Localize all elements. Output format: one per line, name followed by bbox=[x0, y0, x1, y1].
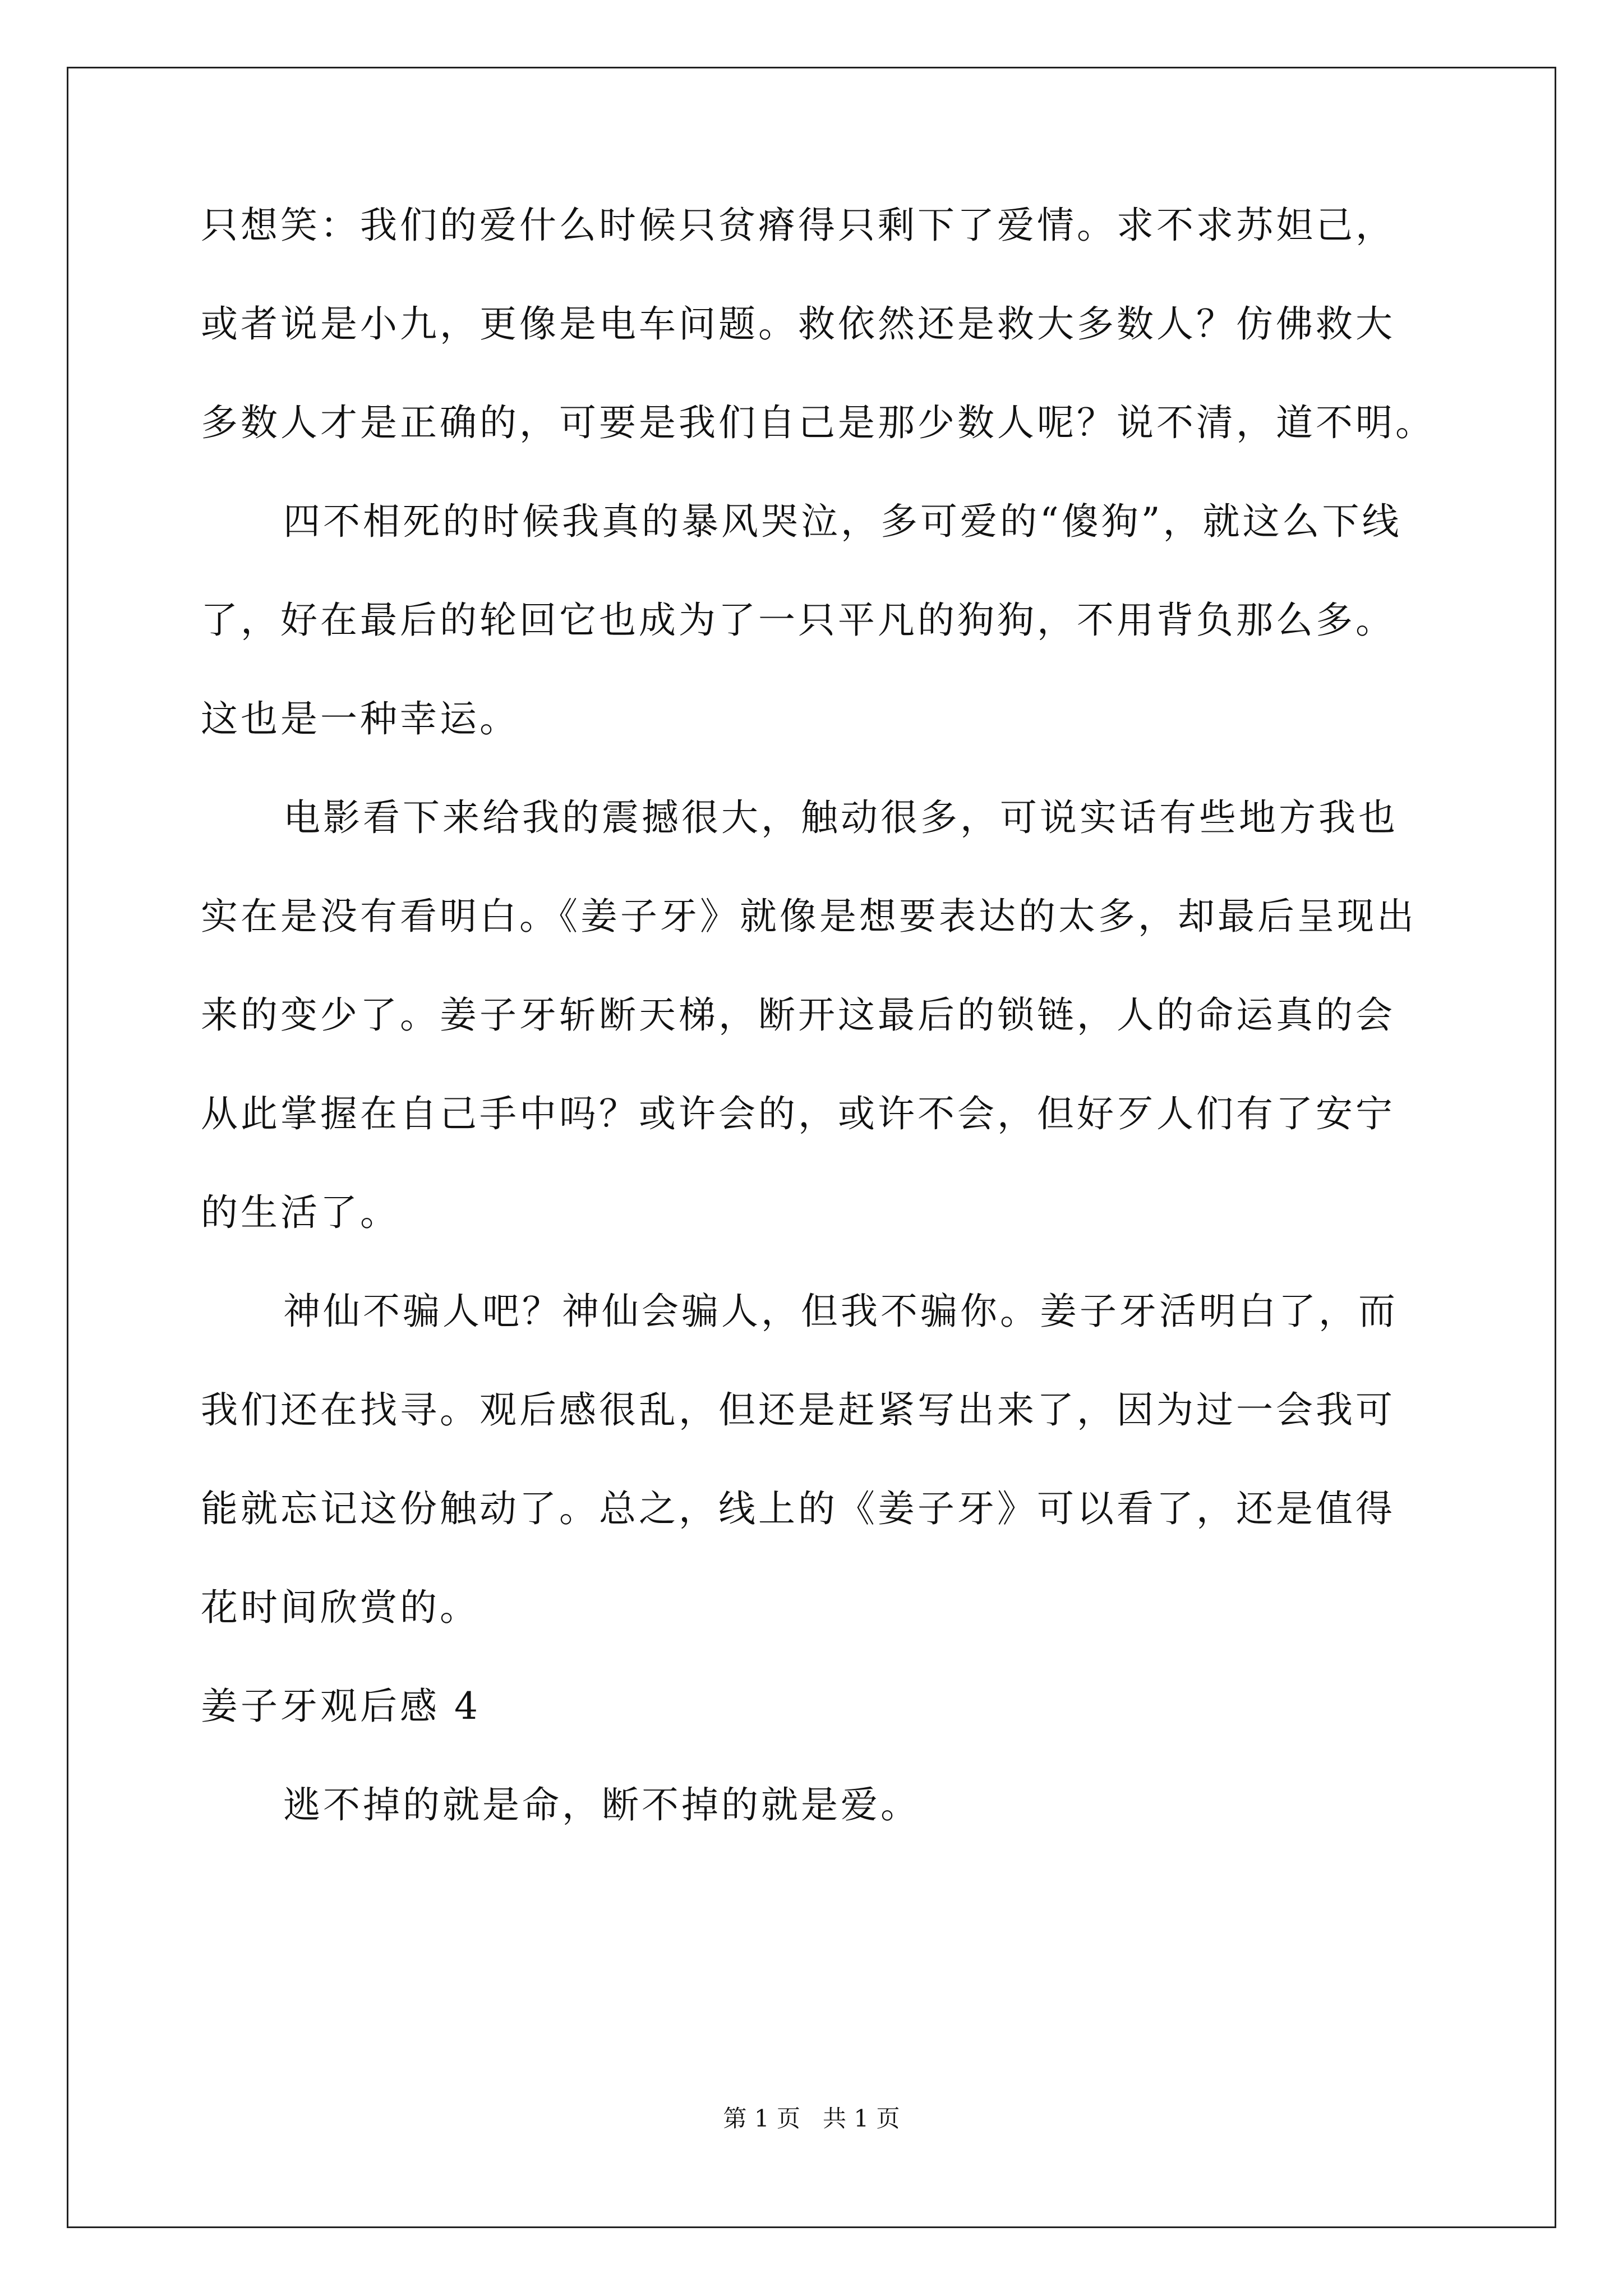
paragraph-first-line: 电影看下来给我的震撼很大，触动很多，可说实话有些地方我也 bbox=[283, 796, 1398, 839]
paragraph-first-line: 神仙不骗人吧？神仙会骗人，但我不骗你。姜子牙活明白了，而 bbox=[283, 1290, 1398, 1333]
text-line: 多数人才是正确的，可要是我们自己是那少数人呢？说不清，道不明。 bbox=[201, 401, 1435, 444]
text-line: 我们还在找寻。观后感很乱，但还是赶紧写出来了，因为过一会我可 bbox=[201, 1388, 1395, 1432]
text-line: 实在是没有看明白。《姜子牙》就像是想要表达的太多，却最后呈现出 bbox=[201, 895, 1417, 938]
paragraph-first-line: 四不相死的时候我真的暴风哭泣，多可爱的“傻狗”，就这么下线 bbox=[283, 500, 1402, 543]
text-line: 能就忘记这份触动了。总之，线上的《姜子牙》可以看了，还是值得 bbox=[201, 1487, 1395, 1530]
text-line: 的生活了。 bbox=[201, 1191, 400, 1234]
text-line: 或者说是小九，更像是电车问题。救依然还是救大多数人？仿佛救大 bbox=[201, 302, 1395, 346]
text-line: 了，好在最后的轮回它也成为了一只平凡的狗狗，不用背负那么多。 bbox=[201, 599, 1395, 642]
text-line: 花时间欣赏的。 bbox=[201, 1586, 479, 1629]
text-line: 来的变少了。姜子牙斩断天梯，断开这最后的锁链，人的命运真的会 bbox=[201, 993, 1395, 1037]
text-line: 从此掌握在自己手中吗？或许会的，或许不会，但好歹人们有了安宁 bbox=[201, 1092, 1395, 1135]
paragraph-first-line: 逃不掉的就是命，断不掉的就是爱。 bbox=[283, 1783, 920, 1826]
section-heading: 姜子牙观后感 4 bbox=[201, 1685, 481, 1728]
page-footer: 第 1 页 共 1 页 bbox=[723, 2105, 900, 2132]
page-border bbox=[67, 67, 1556, 2228]
text-line: 这也是一种幸运。 bbox=[201, 697, 519, 740]
text-line: 只想笑：我们的爱什么时候只贫瘠得只剩下了爱情。求不求苏妲己， bbox=[201, 204, 1395, 247]
